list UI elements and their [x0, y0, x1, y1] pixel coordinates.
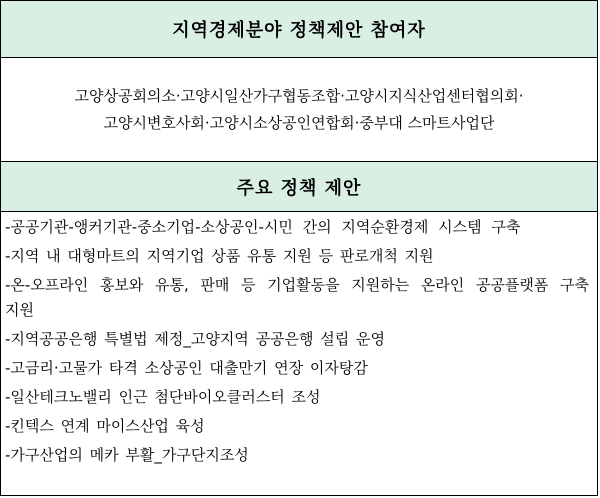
proposals-header-title: 주요 정책 제안	[236, 177, 362, 199]
participants-header-title: 지역경제분야 정책제안 참여자	[172, 20, 426, 41]
participants-header	[1, 1, 597, 58]
proposals-header	[1, 162, 597, 212]
proposal-item: -고금리·고물가 타격 소상공인 대출만기 연장 이자탕감	[5, 359, 368, 377]
proposal-item: -온-오프라인 홍보와 유통, 판매 등 기업활동을 지원하는 온라인 공공플랫폼 구축 지원	[5, 276, 589, 319]
participants-line-2: 고양시변호사회·고양시소상공인연합회·중부대 스마트사업단	[103, 113, 495, 132]
proposal-item: -일산테크노밸리 인근 첨단바이오클러스터 조성	[5, 388, 321, 406]
proposal-item: -지역 내 대형마트의 지역기업 상품 유통 지원 등 판로개척 지원	[5, 247, 434, 265]
proposal-item: -가구산업의 메카 부활_가구단지조성	[5, 446, 249, 464]
participants-list	[1, 58, 597, 162]
proposal-item: -공공기관-앵커기관-중소기업-소상공인-시민 간의 지역순환경제 시스템 구축	[5, 218, 521, 236]
proposals-list	[1, 212, 597, 495]
proposal-item: -지역공공은행 특별법 제정_고양지역 공공은행 설립 운영	[5, 330, 386, 348]
participants-line-1: 고양상공회의소·고양시일산가구협동조합·고양시지식산업센터협의회·	[74, 86, 524, 105]
proposal-item: -킨텍스 연계 마이스산업 육성	[5, 417, 205, 435]
